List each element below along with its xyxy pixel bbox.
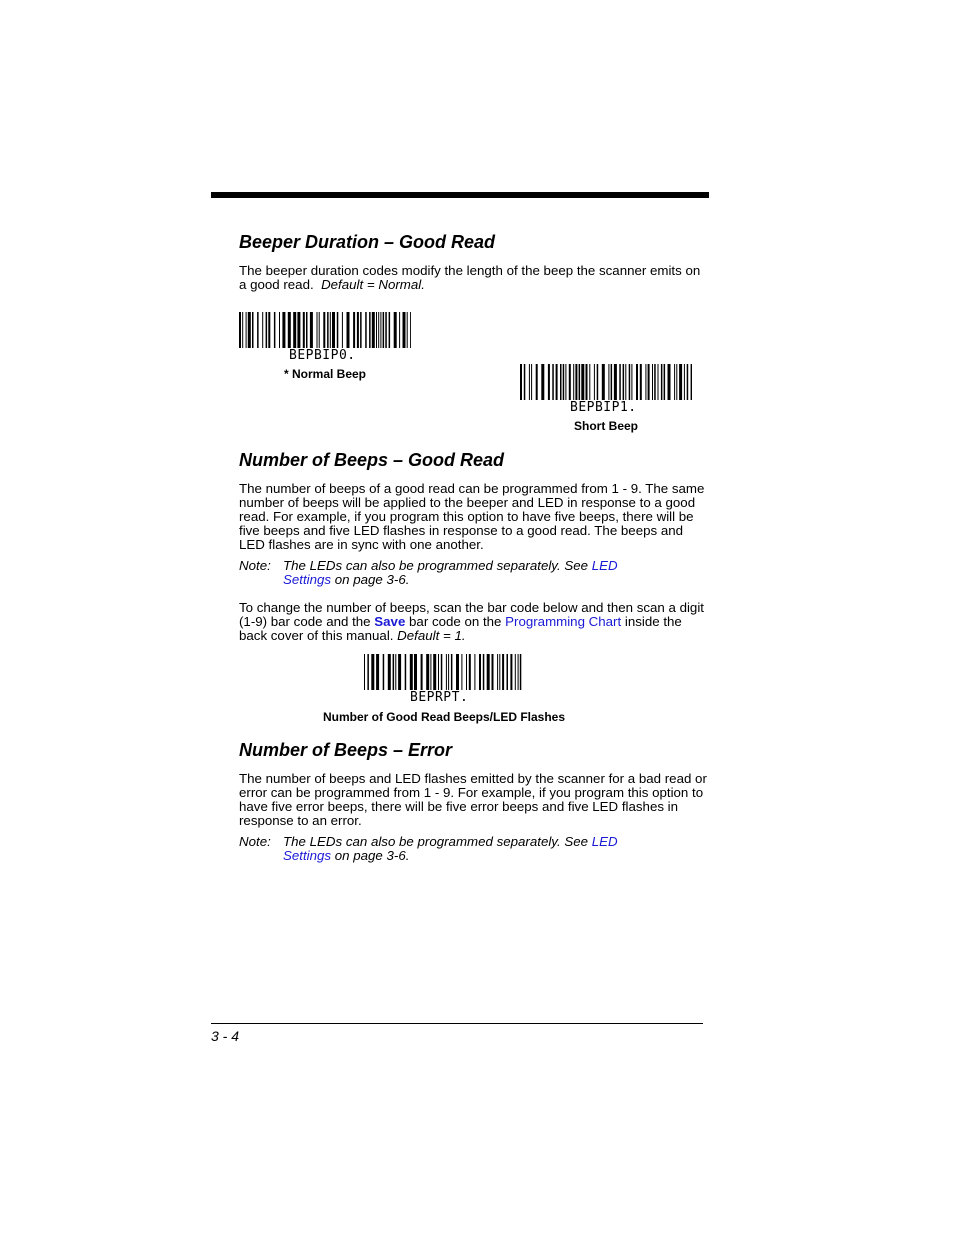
barcode-bar	[365, 312, 367, 348]
barcode-bar	[407, 312, 408, 348]
beeper-duration-default: Default = Normal.	[321, 277, 425, 292]
barcode-bar	[483, 654, 485, 690]
barcode-bar	[297, 312, 300, 348]
barcode-bar	[376, 654, 379, 690]
barcode-bar	[658, 364, 659, 400]
led-settings-link[interactable]: LED Settings	[283, 558, 618, 587]
save-link[interactable]: Save	[374, 614, 406, 629]
barcode-bar	[640, 364, 642, 400]
barcode-bar	[560, 364, 562, 400]
barcode-bar	[474, 654, 475, 690]
barcode-bar	[399, 312, 400, 348]
barcode-bar	[323, 312, 325, 348]
barcode-bar	[395, 654, 396, 690]
barcode-bar	[531, 364, 532, 400]
barcode-bar	[448, 654, 449, 690]
barcode-bar	[421, 654, 423, 690]
note-text	[283, 835, 663, 863]
barcode-bar	[691, 364, 692, 400]
barcode-good-read-beeps[interactable]	[364, 654, 524, 705]
barcode-bar	[405, 654, 407, 690]
barcode-bar	[372, 312, 375, 348]
barcode-human-readable: BEPBIP1.	[570, 400, 637, 415]
barcode-bar	[383, 312, 385, 348]
barcode-bar	[614, 364, 617, 400]
barcode-bar	[389, 312, 391, 348]
change-text-3: inside the back cover of this manual.	[239, 614, 682, 643]
barcode-bar	[645, 364, 646, 400]
barcode-bar	[679, 364, 682, 400]
barcode-bar	[303, 312, 305, 348]
barcode-bar	[469, 654, 471, 690]
barcode-bar	[676, 364, 677, 400]
barcode-bar	[327, 312, 329, 348]
barcode-bar	[403, 312, 406, 348]
barcode-image	[364, 654, 524, 690]
barcode-bar	[446, 654, 447, 690]
barcode-bar	[246, 312, 247, 348]
note-text	[283, 559, 663, 587]
change-text-1: To change the number of beeps, scan the bar code below and then scan a digit (1-9) bar code and the	[239, 600, 704, 629]
barcode-bar	[332, 312, 335, 348]
barcode-bar	[556, 364, 558, 400]
barcode-bar	[625, 364, 626, 400]
barcode-bar	[268, 312, 270, 348]
barcode-bar	[426, 654, 429, 690]
barcode-bar	[623, 364, 625, 400]
barcode-bar	[433, 654, 436, 690]
programming-chart-link[interactable]: Programming Chart	[505, 614, 622, 629]
number-of-beeps-good-read-paragraph: The number of beeps of a good read can be programmed from 1 - 9. The same number of beeps will be applied to the beeper and LED in response to a good read. For example, if you program this option to have five beeps, there will be five beeps and five LED flashes in response to a good read. The beeps and LED flashes are in sync with one another.	[239, 481, 705, 552]
barcode-bar	[239, 312, 241, 348]
barcode-bar	[602, 364, 605, 400]
section-heading-beeper-duration: Beeper Duration – Good Read	[239, 232, 496, 252]
barcode-bar	[674, 364, 675, 400]
barcode-bar	[518, 654, 519, 690]
barcode-bar	[262, 312, 263, 348]
barcode-bar	[357, 312, 359, 348]
barcode-bar	[282, 312, 285, 348]
barcode-bar	[330, 312, 331, 348]
barcode-bar	[594, 364, 595, 400]
barcode-bar	[565, 364, 566, 400]
barcode-bar	[438, 654, 439, 690]
barcode-bar	[380, 312, 381, 348]
barcode-bar	[367, 654, 369, 690]
barcode-bar	[499, 654, 500, 690]
barcode-caption-normal-beep: * Normal Beep	[283, 367, 367, 381]
barcode-bar	[648, 364, 650, 400]
barcode-bar	[393, 654, 395, 690]
barcode-bar	[252, 312, 254, 348]
barcode-bar	[586, 364, 588, 400]
barcode-bar	[629, 364, 631, 400]
note-suffix: on page 3-6.	[331, 572, 410, 587]
barcode-human-readable: BEPBIP0.	[289, 348, 356, 363]
note-suffix: on page 3-6.	[331, 848, 410, 863]
barcode-bar	[507, 654, 509, 690]
barcode-bar	[524, 364, 526, 400]
barcode-human-readable: BEPRPT.	[410, 690, 469, 705]
barcode-bar	[353, 312, 355, 348]
barcode-bar	[378, 312, 379, 348]
barcode-bar	[652, 364, 653, 400]
barcode-bar	[347, 312, 350, 348]
barcode-bar	[552, 364, 554, 400]
section-heading-number-of-beeps-error: Number of Beeps – Error	[239, 740, 453, 760]
barcode-bar	[360, 312, 362, 348]
barcode-bar	[687, 364, 689, 400]
barcode-bar	[248, 312, 251, 348]
barcode-bar	[461, 654, 462, 690]
barcode-bar	[548, 364, 550, 400]
barcode-bar	[569, 364, 571, 400]
barcode-bar	[510, 654, 512, 690]
barcode-bar	[451, 654, 453, 690]
note-label: Note:	[239, 558, 271, 573]
barcode-bar	[563, 364, 565, 400]
barcode-bar	[274, 312, 276, 348]
barcode-bar	[541, 364, 544, 400]
barcode-bar	[575, 364, 577, 400]
barcode-bar	[376, 312, 377, 348]
barcode-bar	[410, 654, 413, 690]
barcode-short-beep[interactable]	[520, 364, 692, 415]
barcode-bar	[520, 364, 522, 400]
barcode-bar	[654, 364, 656, 400]
barcode-bar	[515, 654, 516, 690]
led-settings-link[interactable]: LED Settings	[283, 834, 618, 863]
barcode-bar	[466, 654, 467, 690]
barcode-bar	[319, 312, 320, 348]
number-of-beeps-error-paragraph: The number of beeps and LED flashes emitted by the scanner for a bad read or error can be programmed from 1 - 9. For example, if you program this option to have five error beeps, there will be five error beeps and five LED flashes in response to an error.	[239, 771, 707, 828]
section-heading-number-of-beeps-good-read: Number of Beeps – Good Read	[239, 450, 505, 470]
barcode-bar	[661, 364, 663, 400]
barcode-bar	[608, 364, 609, 400]
barcode-bar	[536, 364, 538, 400]
footer-rule	[211, 1023, 703, 1024]
barcode-bar	[579, 364, 581, 400]
barcode-bar	[364, 654, 365, 690]
barcode-bar	[388, 654, 391, 690]
barcode-bar	[306, 312, 308, 348]
note-prefix: The LEDs can also be programmed separately. See	[283, 834, 592, 849]
note-label: Note:	[239, 834, 271, 849]
note-prefix: The LEDs can also be programmed separately. See	[283, 558, 592, 573]
change-beeps-paragraph	[239, 601, 709, 643]
barcode-bar	[479, 654, 481, 690]
barcode-bar	[383, 654, 385, 690]
barcode-bar	[288, 312, 291, 348]
barcode-bar	[520, 654, 522, 690]
barcode-bar	[310, 312, 313, 348]
change-text-2: bar code on the	[405, 614, 506, 629]
barcode-bar	[619, 364, 621, 400]
barcode-bar	[631, 364, 632, 400]
page-number: 3 - 4	[211, 1028, 240, 1044]
barcode-bar	[266, 312, 268, 348]
barcode-bar	[611, 364, 613, 400]
barcode-bar	[342, 312, 343, 348]
barcode-bar	[317, 312, 318, 348]
barcode-bar	[589, 364, 590, 400]
change-default: Default = 1.	[397, 628, 466, 643]
barcode-bar	[664, 364, 666, 400]
barcode-bar	[573, 364, 574, 400]
barcode-bar	[456, 654, 459, 690]
barcode-bar	[414, 654, 417, 690]
barcode-bar	[597, 364, 599, 400]
beeper-duration-paragraph	[239, 264, 709, 292]
barcode-bar	[487, 654, 490, 690]
barcode-bar	[581, 364, 584, 400]
barcode-bar	[410, 312, 411, 348]
barcode-caption-good-read-beeps: Number of Good Read Beeps/LED Flashes	[322, 710, 566, 724]
barcode-bar	[529, 364, 530, 400]
beeper-duration-body: The beeper duration codes modify the length of the beep the scanner emits on a good read.	[239, 263, 701, 292]
note-led-settings-2	[239, 835, 709, 865]
barcode-bar	[441, 654, 443, 690]
barcode-bar	[636, 364, 638, 400]
barcode-bar	[293, 312, 296, 348]
barcode-caption-short-beep: Short Beep	[573, 419, 638, 433]
barcode-bar	[684, 364, 685, 400]
barcode-normal-beep[interactable]	[239, 312, 411, 363]
barcode-bar	[430, 654, 431, 690]
note-led-settings-1	[239, 559, 709, 589]
barcode-bar	[497, 654, 498, 690]
barcode-bar	[394, 312, 397, 348]
barcode-bar	[371, 654, 374, 690]
barcode-bar	[369, 312, 371, 348]
header-rule	[211, 192, 709, 198]
barcode-bar	[257, 312, 259, 348]
barcode-bar	[668, 364, 671, 400]
barcode-bar	[492, 654, 494, 690]
barcode-image	[520, 364, 692, 400]
barcode-bar	[242, 312, 243, 348]
barcode-bar	[279, 312, 280, 348]
barcode-image	[239, 312, 411, 348]
barcode-bar	[398, 654, 401, 690]
barcode-bar	[502, 654, 504, 690]
barcode-bar	[385, 312, 387, 348]
barcode-bar	[337, 312, 339, 348]
